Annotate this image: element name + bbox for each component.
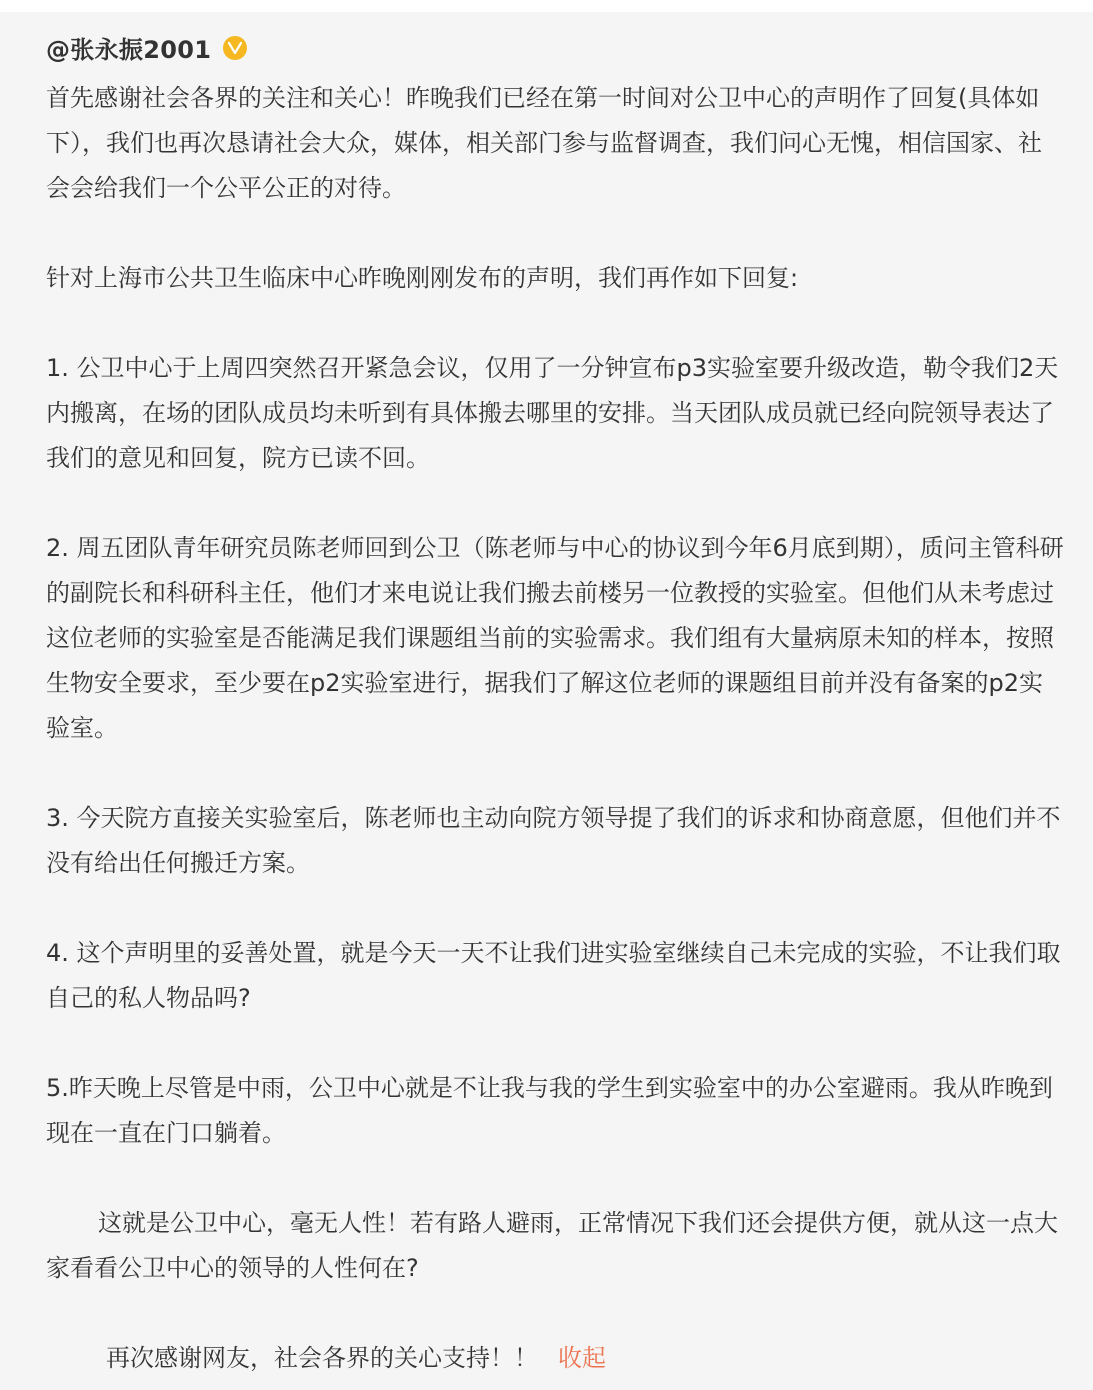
collapse-link[interactable]: 收起 (558, 1344, 606, 1372)
verified-badge-icon (223, 36, 247, 60)
post-paragraph-response-header: 针对上海市公共卫生临床中心昨晚刚刚发布的声明，我们再作如下回复: (46, 264, 799, 292)
post-paragraph-intro: 首先感谢社会各界的关注和关心！昨晚我们已经在第一时间对公卫中心的声明作了回复(具体如下），我们也再次恳请社会大众，媒体，相关部门参与监督调查，我们问心无愧，相信国家、社会会给我们一个公平公正的对待。 (46, 84, 1042, 202)
post-header (46, 30, 1065, 64)
post-paragraph-point-5: 5.昨天晚上尽管是中雨，公卫中心就是不让我与我的学生到实验室中的办公室避雨。我从昨晚到现在一直在门口躺着。 (46, 1074, 1053, 1147)
thanks-text: 再次感谢网友，社会各界的关心支持！！ (106, 1344, 538, 1372)
post-paragraph-statement: 这就是公卫中心，毫无人性！若有路人避雨，正常情况下我们还会提供方便，就从这一点大家看看公卫中心的领导的人性何在? (46, 1209, 1058, 1282)
username-link[interactable]: @张永振2001 (46, 35, 212, 64)
post-paragraph-thanks (46, 1336, 1065, 1381)
weibo-post-card (0, 12, 1093, 1390)
post-paragraph-point-4: 4. 这个声明里的妥善处置，就是今天一天不让我们进实验室继续自己未完成的实验，不让我们取自己的私人物品吗? (46, 939, 1061, 1012)
post-body (46, 76, 1065, 1381)
post-paragraph-point-3: 3. 今天院方直接关实验室后，陈老师也主动向院方领导提了我们的诉求和协商意愿，但他们并不没有给出任何搬迁方案。 (46, 804, 1061, 877)
post-paragraph-point-1: 1. 公卫中心于上周四突然召开紧急会议，仅用了一分钟宣布p3实验室要升级改造，勒令我们2天内搬离，在场的团队成员均未听到有具体搬去哪里的安排。当天团队成员就已经向院领导表达了我们的意见和回复，院方已读不回。 (46, 354, 1059, 472)
post-paragraph-point-2: 2. 周五团队青年研究员陈老师回到公卫（陈老师与中心的协议到今年6月底到期），质问主管科研的副院长和科研科主任，他们才来电说让我们搬去前楼另一位教授的实验室。但他们从未考虑过这位老师的实验室是否能满足我们课题组当前的实验需求。我们组有大量病原未知的样本，按照生物安全要求，至少要在p2实验室进行，据我们了解这位老师的课题组目前并没有备案的p2实验室。 (46, 534, 1064, 742)
